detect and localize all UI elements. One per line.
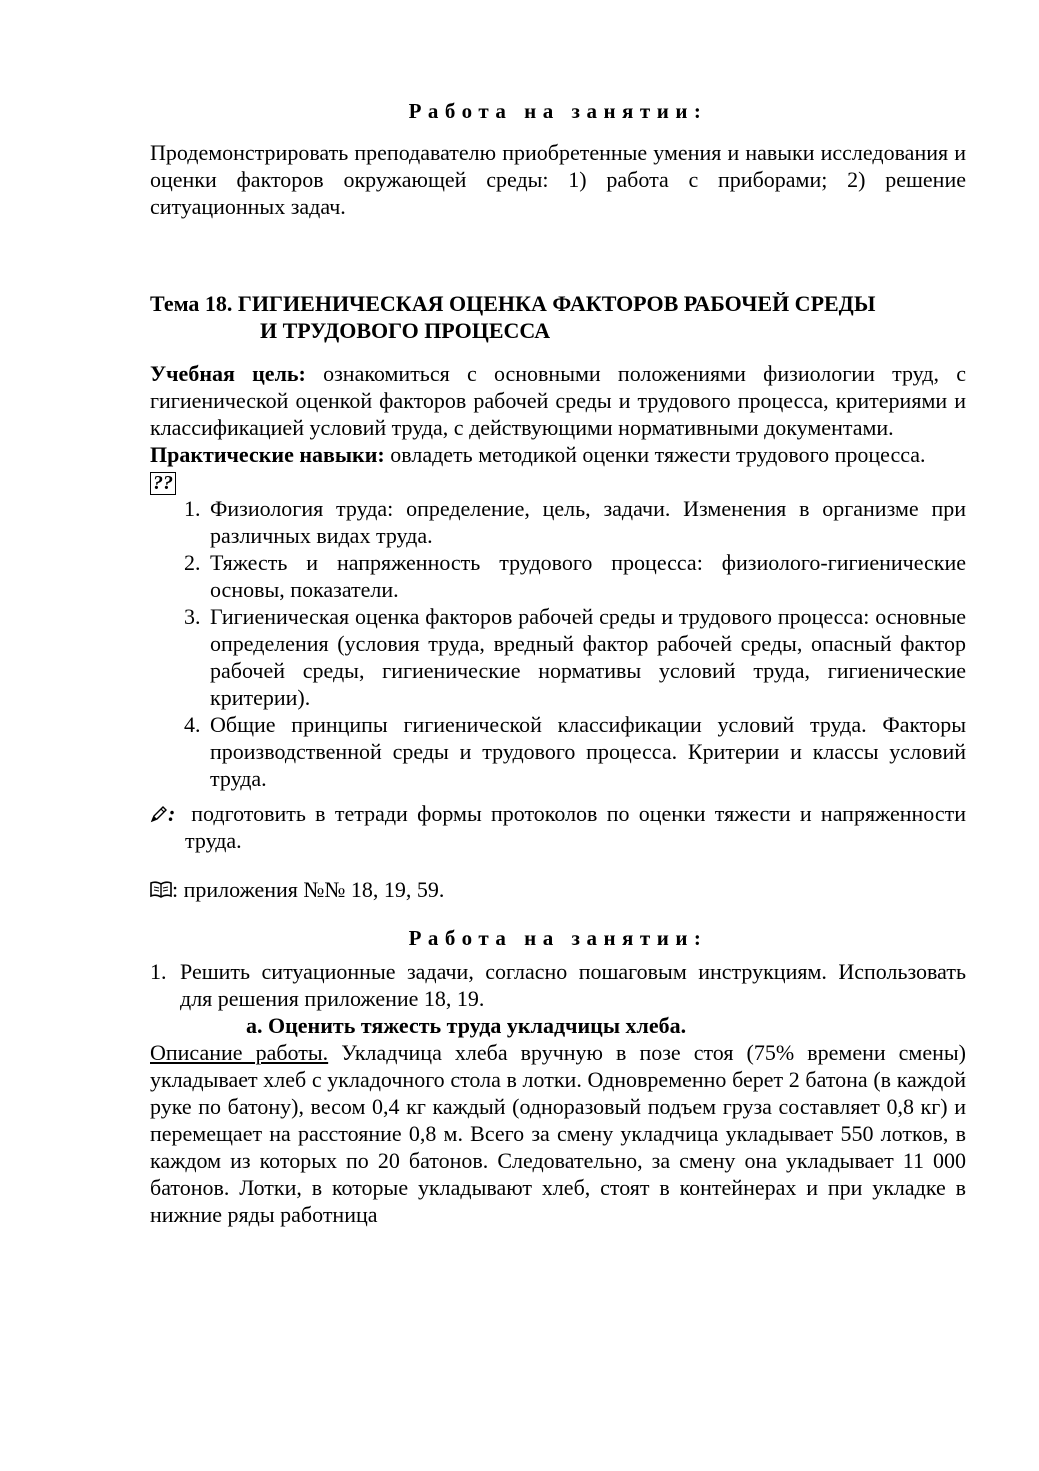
pen-icon xyxy=(150,800,182,827)
list-item xyxy=(184,495,966,549)
list-item-text: Тяжесть и напряженность трудового процесса: физиолого-гигиенические основы, показатели. xyxy=(210,550,966,602)
list-item-number: 1. xyxy=(184,496,201,521)
learning-goal xyxy=(150,360,966,441)
list-item-number: 1. xyxy=(150,959,167,984)
preparation-note xyxy=(150,800,966,854)
questions-mark-icon: ?? xyxy=(150,472,176,495)
pen-icon-suffix: : xyxy=(168,801,176,826)
list-item-text: Общие принципы гигиенической классификации условий труда. Факторы производственной среды и трудового процесса. Критерии и классы условий труда. xyxy=(210,712,966,791)
list-item xyxy=(184,603,966,711)
work-description xyxy=(150,1039,966,1228)
references-note xyxy=(150,876,966,903)
work-heading-2: Работа на занятии: xyxy=(408,926,708,950)
list-item xyxy=(184,549,966,603)
references-text: : приложения №№ 18, 19, 59. xyxy=(172,877,445,902)
description-text: Укладчица хлеба вручную в позе стоя (75% времени смены) укладывает хлеб с укладочного стола в лотки. Одновременно берет 2 батона (в каждой руке по батону), весом 0,4 кг каждый (одноразовый подъем груза составляет 0,8 кг) и перемещает на расстояние 0,8 м. Всего за смену укладчица укладывает 550 лотков, в каждом из которых по 20 батонов. Следовательно, за смену она укладывает 11 000 батонов. Лотки, в которые укладывают хлеб, стоят в контейнерах и при укладке в нижние ряды работница xyxy=(150,1040,966,1227)
list-item xyxy=(184,711,966,792)
skills-text: овладеть методикой оценки тяжести трудового процесса. xyxy=(384,442,926,467)
questions-list xyxy=(150,495,966,792)
skills-label: Практические навыки: xyxy=(150,442,385,467)
goal-text: ознакомиться с основными положениями физиологии труд, с гигиенической оценкой факторов рабочей среды и трудового процесса, критериями и классификацией условий труда, с действующими нормативными документами. xyxy=(150,361,966,440)
list-item xyxy=(150,958,966,1012)
questions-marker xyxy=(150,468,966,495)
topic-line-2: И ТРУДОВОГО ПРОЦЕССА xyxy=(260,318,551,343)
work-text-1: Продемонстрировать преподавателю приобретенные умения и навыки исследования и оценки факторов окружающей среды: 1) работа с приборами; 2) решение ситуационных задач. xyxy=(150,140,966,219)
document-page xyxy=(150,98,966,1228)
subtask-heading: а. Оценить тяжесть труда укладчицы хлеба. xyxy=(246,1013,687,1038)
list-item-number: 3. xyxy=(184,604,201,629)
goal-label: Учебная цель: xyxy=(150,361,306,386)
list-item-text: Гигиеническая оценка факторов рабочей среды и трудового процесса: основные определения (условия труда, вредный фактор рабочей среды, опасный фактор рабочей среды, гигиенические нормативы условий труда, гигиенические критерии). xyxy=(210,604,966,710)
work-heading-1: Работа на занятии: xyxy=(408,99,708,123)
book-icon xyxy=(150,878,172,896)
tasks-list xyxy=(150,958,966,1012)
topic-line-1: Тема 18. ГИГИЕНИЧЕСКАЯ ОЦЕНКА ФАКТОРОВ РАБОЧЕЙ СРЕДЫ xyxy=(150,291,876,316)
description-label: Описание работы. xyxy=(150,1040,329,1065)
list-item-text: Физиология труда: определение, цель, задачи. Изменения в организме при различных видах труда. xyxy=(210,496,966,548)
preparation-text: подготовить в тетради формы протоколов по оценки тяжести и напряженности труда. xyxy=(182,801,966,853)
list-item-text: Решить ситуационные задачи, согласно пошаговым инструкциям. Использовать для решения приложение 18, 19. xyxy=(180,959,966,1011)
list-item-number: 4. xyxy=(184,712,201,737)
practical-skills xyxy=(150,441,966,468)
list-item-number: 2. xyxy=(184,550,201,575)
topic-title xyxy=(150,290,966,344)
